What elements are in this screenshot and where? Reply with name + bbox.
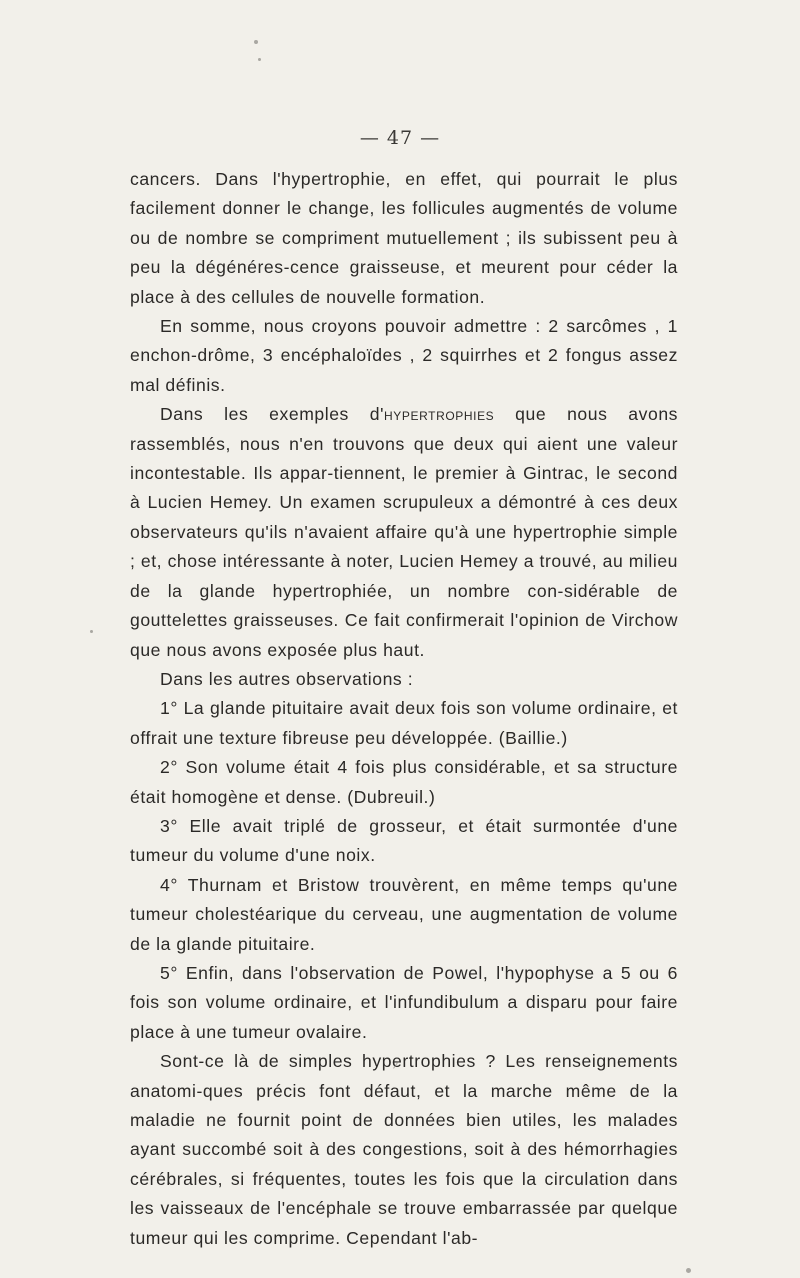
- page-number: — 47 —: [359, 127, 441, 149]
- observation-4: 4° Thurnam et Bristow trouvèrent, en même temps qu'une tumeur cholestéarique du cerveau, une augmentation de volume de la glande pituitaire.: [130, 874, 678, 954]
- paper-speck: [258, 58, 261, 61]
- paragraph-3: [130, 400, 678, 665]
- paragraph-3-start: Dans les exemples d': [160, 404, 385, 425]
- paper-speck: [90, 630, 93, 633]
- paragraph-4: Dans les autres observations :: [160, 668, 414, 689]
- observation-3: 3° Elle avait triplé de grosseur, et était surmontée d'une tumeur du volume d'une noix.: [130, 815, 678, 866]
- paragraph-1: cancers. Dans l'hypertrophie, en effet, qui pourrait le plus facilement donner le change, les follicules augmentés de volume ou de nombre se compriment mutuellement ; ils subissent peu à peu la dégénéres-cence graisseuse, et meurent pour céder la place à des cellules de nouvelle formation.: [130, 169, 678, 307]
- observation-1: 1° La glande pituitaire avait deux fois son volume ordinaire, et offrait une texture fibreuse peu développée. (Baillie.): [130, 698, 678, 748]
- paper-speck: [686, 1268, 691, 1273]
- observation-2: 2° Son volume était 4 fois plus considérable, et sa structure était homogène et dense. (Dubreuil.): [130, 757, 678, 807]
- hypertrophies-smallcaps: hypertrophies: [384, 404, 495, 425]
- paragraph-conclusion: Sont-ce là de simples hypertrophies ? Les renseignements anatomi-ques précis font défaut, et la marche même de la maladie ne fournit point de données bien utiles, les malades ayant succombé soit à des congestions, soit à des hémorrhagies cérébrales, si fréquentes, toutes les fois que la circulation dans les vaisseaux de l'encéphale se trouve embarrassée par quelque tumeur qui les comprime. Cependant l'ab-: [130, 1051, 678, 1248]
- paragraph-3-rest: que nous avons rassemblés, nous n'en trouvons que deux qui aient une valeur incontestable. Ils appar-tiennent, le premier à Gintrac, le second à Lucien Hemey. Un examen scrupuleux a démontré à ces deux observateurs qu'ils n'avaient affaire qu'à une hypertrophie simple ; et, chose intéressante à noter, Lucien Hemey a trouvé, au milieu de la glande hypertrophiée, un nombre con-sidérable de gouttelettes graisseuses. Ce fait confirmerait l'opinion de Virchow que nous avons exposée plus haut.: [130, 404, 679, 660]
- paper-speck: [254, 40, 258, 44]
- observation-5: 5° Enfin, dans l'observation de Powel, l'hypophyse a 5 ou 6 fois son volume ordinaire, et l'infundibulum a disparu pour faire place à une tumeur ovalaire.: [130, 962, 678, 1042]
- body-text: [130, 165, 678, 1253]
- paragraph-2: En somme, nous croyons pouvoir admettre : 2 sarcômes , 1 enchon-drôme, 3 encéphaloïdes , 2 squirrhes et 2 fongus assez mal définis.: [130, 316, 678, 395]
